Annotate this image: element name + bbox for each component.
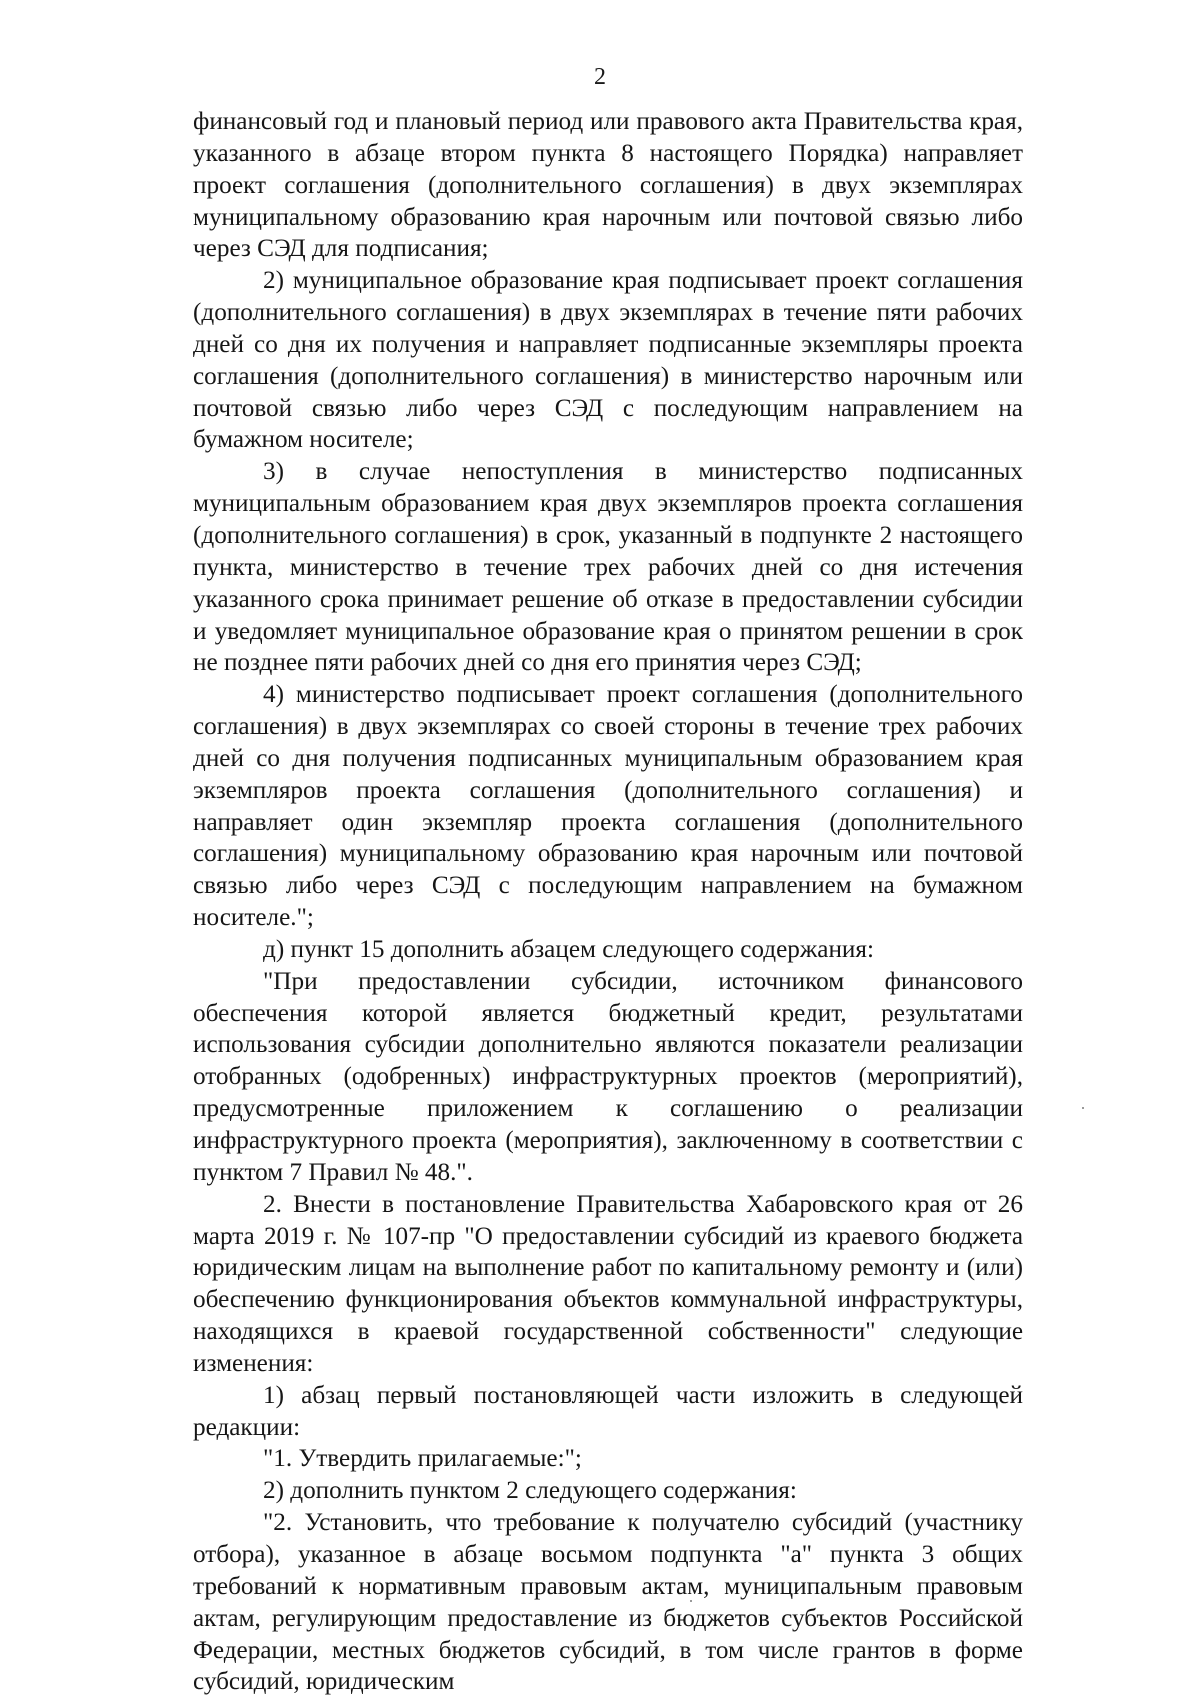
paragraph-item-3: 3) в случае непоступления в министерство подписанных муниципальным образованием края двух экземпляров проекта соглашения (дополнительного соглашения) в срок, указанный в подпункте 2 настоящего пункта, министерство в течение трех рабочих дней со дня истечения указанного срока принимает решение об отказе в предоставлении субсидии и уведомляет муниципальное образование края о принятом решении в срок не позднее пяти рабочих дней со дня его принятия через СЭД;: [193, 458, 1023, 677]
paragraph-continuation: финансовый год и плановый период или правового акта Правительства края, указанного в абзаце втором пункта 8 настоящего Порядка) направляет проект соглашения (дополнительного соглашения) в двух экземплярах муниципальному образованию края нарочным или почтовой связью либо через СЭД для подписания;: [193, 108, 1023, 263]
scan-speck: [1082, 1107, 1084, 1109]
paragraph-item-2: 2) муниципальное образование края подписывает проект соглашения (дополнительного соглашения) в двух экземплярах в течение пяти рабочих дней со дня их получения и направляет подписанные экземпляры проекта соглашения (дополнительного соглашения) в министерство нарочным или почтовой связью либо через СЭД с последующим направлением на бумажном носителе;: [193, 267, 1023, 454]
paragraph-amendment-2: 2) дополнить пунктом 2 следующего содержания:: [263, 1477, 797, 1505]
page-number: 2: [594, 64, 606, 90]
paragraph-quote-subsidy-results: "При предоставлении субсидии, источником финансового обеспечения которой является бюджетный кредит, результатами использования субсидии дополнительно являются показатели реализации отобранных (одобренных) инфраструктурных проектов (мероприятий), предусмотренные приложением к соглашению о реализации инфраструктурного проекта (мероприятия), заключенному в соответствии с пунктом 7 Правил № 48.".: [193, 967, 1023, 1186]
paragraph-item-4: 4) министерство подписывает проект соглашения (дополнительного соглашения) в двух экземплярах со своей стороны в течение трех рабочих дней со дня получения подписанных муниципальным образованием края экземпляров проекта соглашения (дополнительного соглашения) и направляет один экземпляр проекта соглашения (дополнительного соглашения) муниципальному образованию края нарочным или почтовой связью либо через СЭД с последующим направлением на бумажном носителе.";: [193, 681, 1023, 932]
paragraph-quote-requirement: "2. Установить, что требование к получателю субсидий (участнику отбора), указанное в абзаце восьмом подпункта "а" пункта 3 общих требований к нормативным правовым актам, муниципальным правовым актам, регулирующим предоставление из бюджетов субъектов Российской Федерации, местных бюджетов субсидий, в том числе грантов в форме субсидий, юридическим: [193, 1509, 1023, 1696]
paragraph-quote-approve: "1. Утвердить прилагаемые:";: [263, 1445, 582, 1473]
paragraph-section-2: 2. Внести в постановление Правительства Хабаровского края от 26 марта 2019 г. № 107-пр "О предоставлении субсидий из краевого бюджета юридическим лицам на выполнение работ по капитальному ремонту и (или) обеспечению функционирования объектов коммунальной инфраструктуры, находящихся в краевой государственной собственности" следующие изменения:: [193, 1190, 1023, 1377]
document-body: [193, 106, 1023, 1698]
paragraph-amendment-1: 1) абзац первый постановляющей части изложить в следующей редакции:: [193, 1381, 1023, 1441]
scan-speck: [690, 1600, 692, 1602]
paragraph-item-d: д) пункт 15 дополнить абзацем следующего содержания:: [263, 935, 874, 963]
